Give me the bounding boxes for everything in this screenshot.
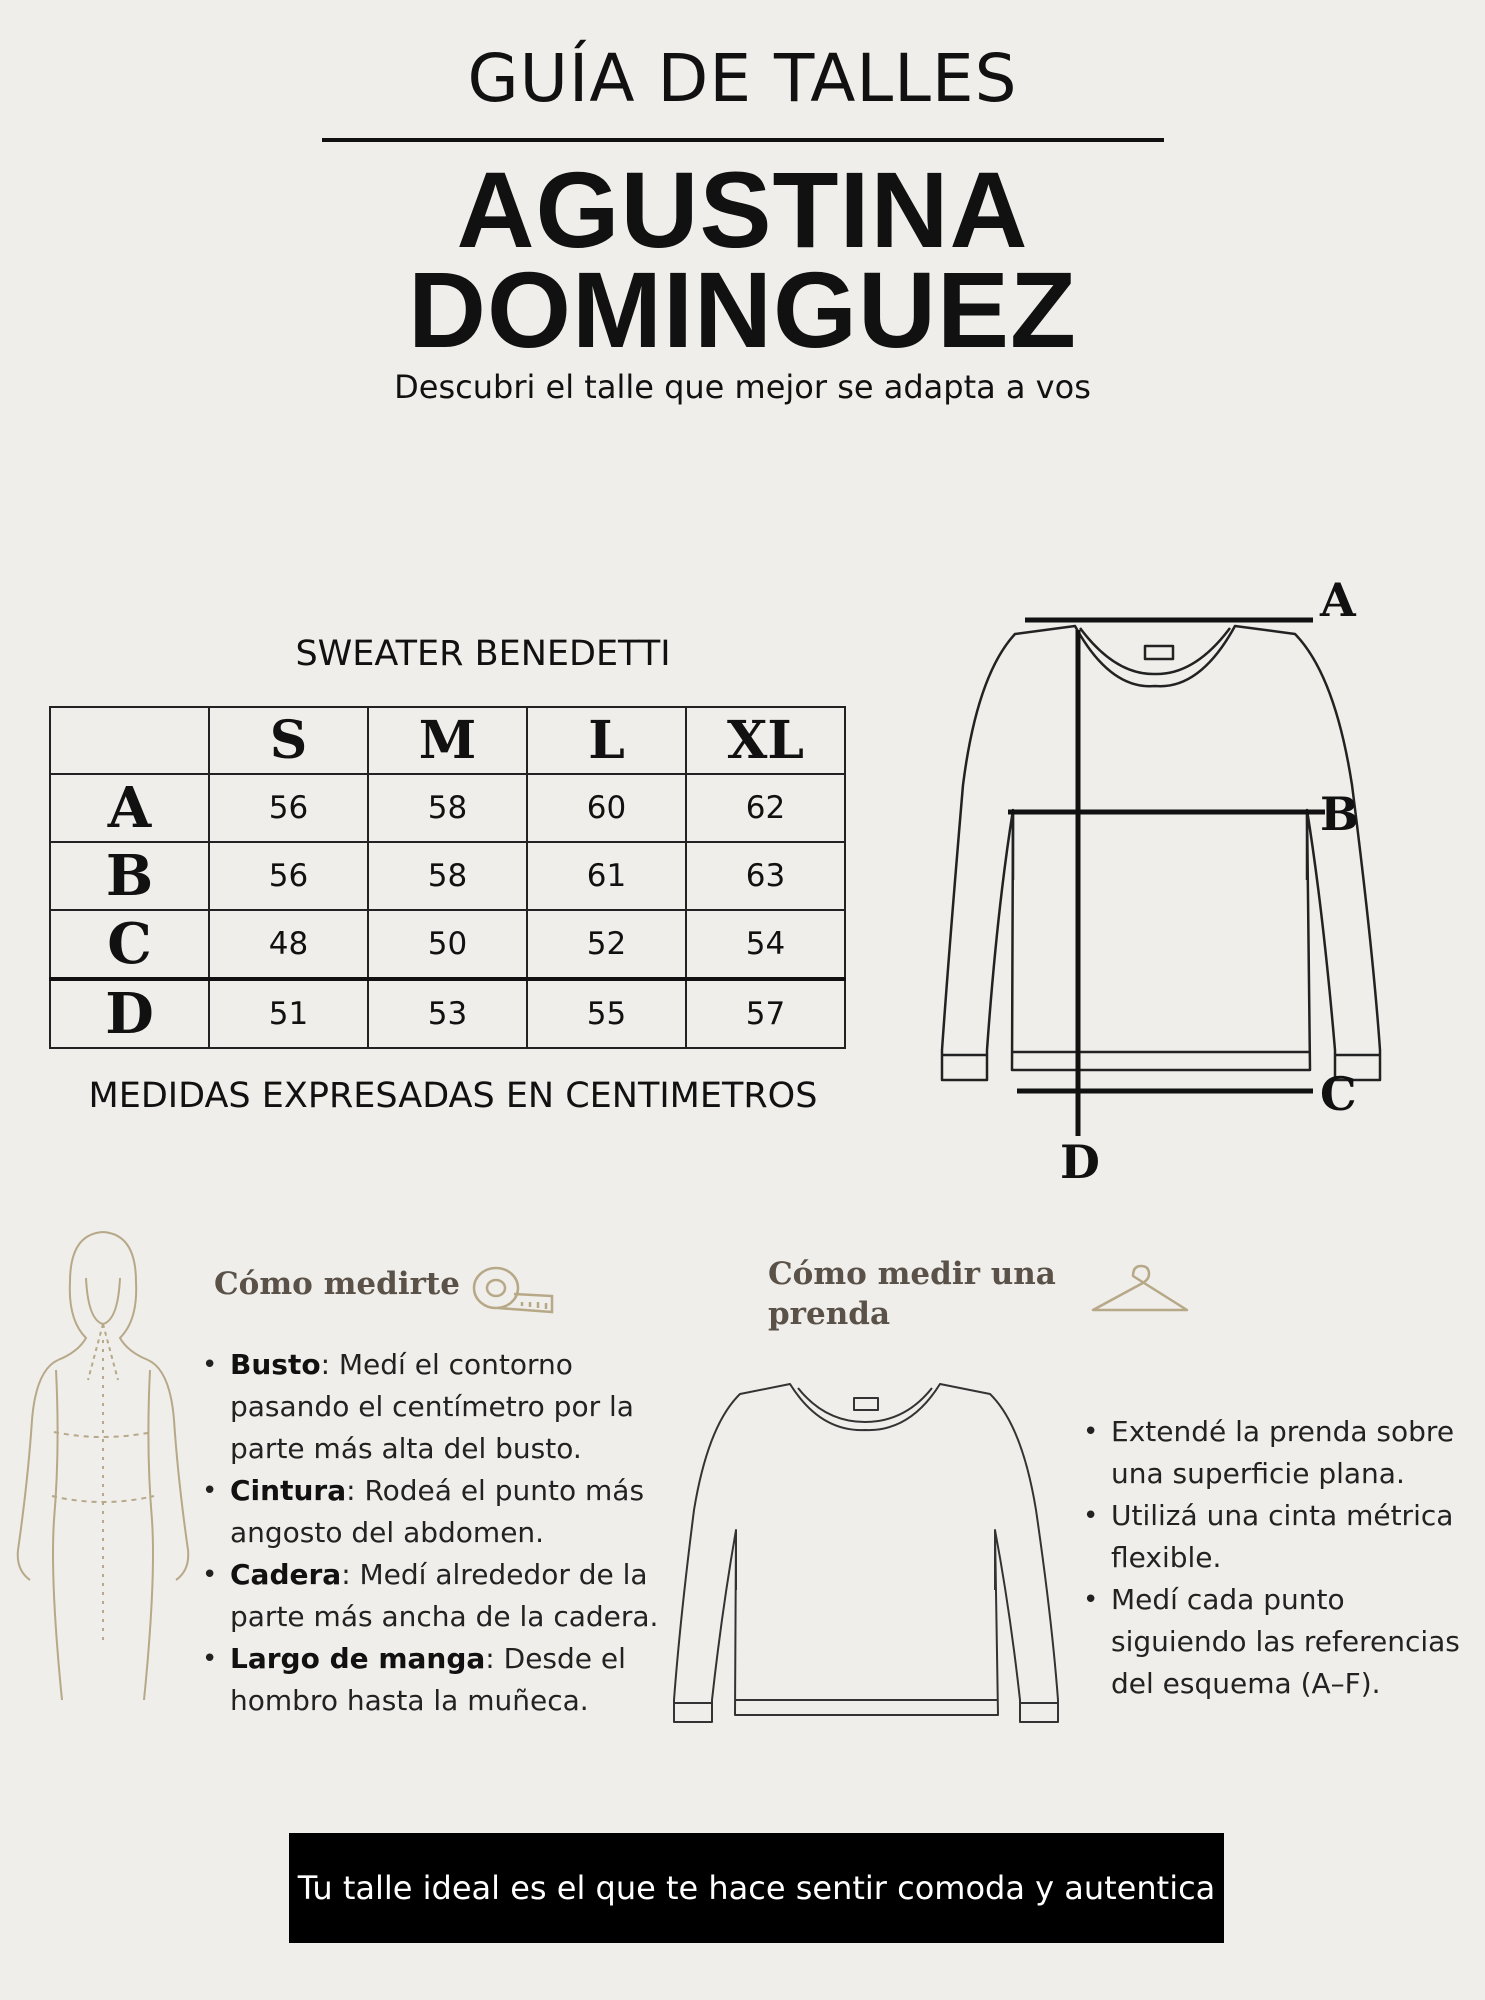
list-item: [202, 1554, 672, 1638]
table-row: [50, 774, 845, 842]
list-item: [202, 1344, 672, 1470]
list-item-text: : Rodeá el punto más angosto del abdomen.: [230, 1474, 645, 1549]
table-cell: 60: [527, 774, 686, 842]
brand-name-line-1: AGUSTINA: [456, 149, 1029, 270]
diagram-label: B: [1320, 787, 1359, 841]
table-cell: 54: [686, 910, 845, 979]
guide-title: GUÍA DE TALLES: [467, 40, 1018, 117]
brand-name-line-2: DOMINGUEZ: [408, 249, 1077, 370]
row-label: C: [50, 910, 209, 979]
table-cell: 53: [368, 979, 527, 1048]
footer-banner: [289, 1833, 1224, 1943]
measure-lines: [1008, 620, 1325, 1136]
size-header: XL: [686, 707, 845, 774]
footer-message: Tu talle ideal es el que te hace sentir comoda y autentica: [297, 1869, 1216, 1907]
sweater-measurement-diagram: [905, 580, 1425, 1200]
table-cell: 62: [686, 774, 845, 842]
table-corner-cell: [50, 707, 209, 774]
units-note: MEDIDAS EXPRESADAS EN CENTIMETROS: [88, 1076, 818, 1116]
list-item-term: Busto: [230, 1348, 321, 1381]
title-divider: [322, 138, 1164, 142]
garment-measure-list: [1083, 1411, 1468, 1705]
diagram-label: D: [1060, 1135, 1100, 1189]
table-cell: 58: [368, 842, 527, 910]
table-cell: 51: [209, 979, 368, 1048]
size-header-row: [50, 707, 845, 774]
table-cell: 58: [368, 774, 527, 842]
woman-figure-illustration: [8, 1220, 198, 1700]
table-title: SWEATER BENEDETTI: [295, 634, 671, 674]
table-cell: 55: [527, 979, 686, 1048]
size-header: L: [527, 707, 686, 774]
table-cell: 48: [209, 910, 368, 979]
list-item: [202, 1638, 672, 1722]
list-item-text: : Desde el hombro hasta la muñeca.: [230, 1642, 626, 1717]
tagline: Descubri el talle que mejor se adapta a vos: [394, 368, 1091, 406]
list-item: • Medí cada punto siguiendo las referencias del esquema (A–F).: [1083, 1579, 1468, 1705]
list-item: • Utilizá una cinta métrica flexible.: [1083, 1495, 1468, 1579]
size-table: [49, 706, 846, 1049]
sweater-outline: [942, 626, 1380, 1080]
table-row: [50, 910, 845, 979]
table-row: [50, 842, 845, 910]
diagram-label: C: [1320, 1067, 1357, 1121]
table-cell: 50: [368, 910, 527, 979]
table-cell: 56: [209, 842, 368, 910]
size-header: S: [209, 707, 368, 774]
table-cell: 61: [527, 842, 686, 910]
list-item-term: Cintura: [230, 1474, 347, 1507]
body-measure-list: [202, 1344, 672, 1722]
list-item: [202, 1470, 672, 1554]
hanger-icon: [1085, 1260, 1195, 1320]
size-header: M: [368, 707, 527, 774]
list-item-text: : Medí el contorno pasando el centímetro por la parte más alta del busto.: [230, 1348, 634, 1465]
table-row: [50, 979, 845, 1048]
list-item-text: : Medí alrededor de la parte más ancha de la cadera.: [230, 1558, 659, 1633]
table-cell: 56: [209, 774, 368, 842]
row-label: A: [50, 774, 209, 842]
row-label: D: [50, 979, 209, 1048]
list-item: • Extendé la prenda sobre una superficie plana.: [1083, 1411, 1468, 1495]
how-to-measure-yourself-heading: Cómo medirte: [214, 1266, 460, 1302]
garment-sketch: [660, 1370, 1080, 1780]
how-to-measure-garment-heading: Cómo medir una prenda: [768, 1256, 1056, 1332]
table-cell: 52: [527, 910, 686, 979]
brand-name: [0, 149, 1485, 370]
table-cell: 63: [686, 842, 845, 910]
list-item-term: Cadera: [230, 1558, 342, 1591]
table-cell: 57: [686, 979, 845, 1048]
measuring-tape-icon: [468, 1260, 558, 1320]
row-label: B: [50, 842, 209, 910]
diagram-label: A: [1320, 580, 1356, 627]
list-item-term: Largo de manga: [230, 1642, 486, 1675]
